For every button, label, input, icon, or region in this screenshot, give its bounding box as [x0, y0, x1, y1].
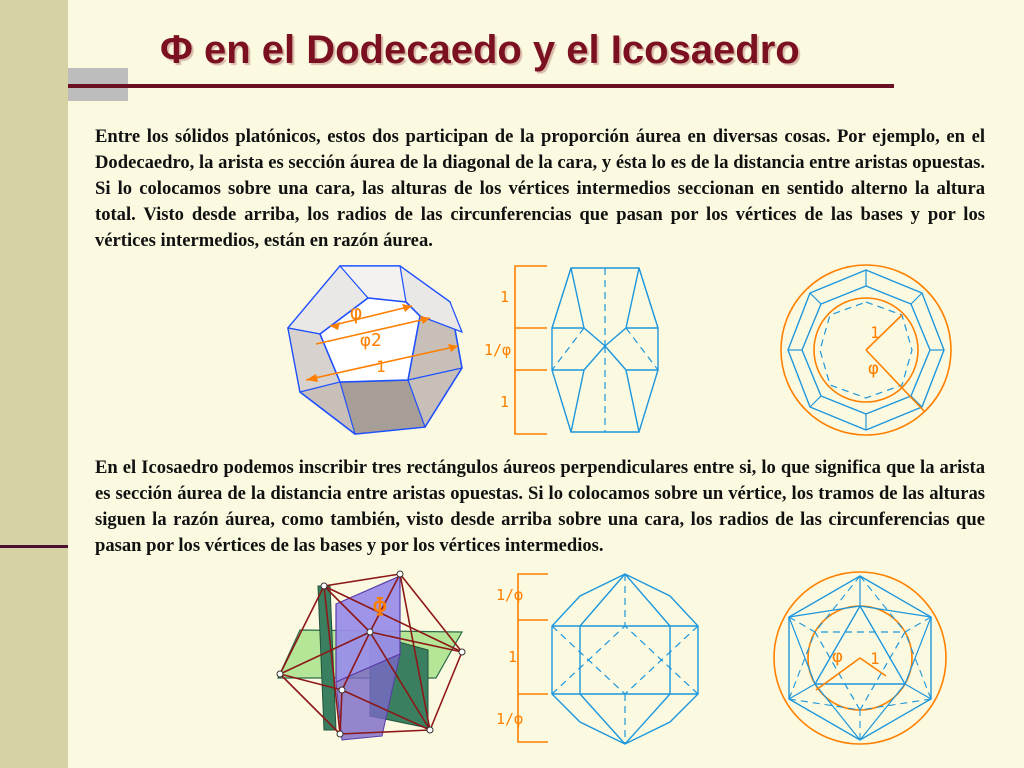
- dodeca-side-label-middle: 1/φ: [484, 341, 512, 359]
- dodecahedron-figure: [280, 262, 470, 437]
- dodeca-label-phi: φ: [350, 300, 363, 324]
- icosahedron-side-view: [490, 570, 710, 746]
- dodeca-side-label-bottom: 1: [500, 393, 510, 411]
- dodecahedron-top-view: [776, 262, 956, 438]
- icosa-top-label-phi: φ: [832, 646, 843, 667]
- icosa-top-label-one: 1: [870, 649, 880, 668]
- icosa-side-label-top: 1/φ: [496, 586, 524, 604]
- slide-title: Φ en el Dodecaedo y el Icosaedro: [160, 28, 800, 72]
- icosahedron-golden-rectangles-figure: [270, 570, 470, 746]
- side-rule: [0, 545, 68, 548]
- icosa-label-big-phi: Φ: [372, 593, 388, 623]
- icosa-side-label-bottom: 1/φ: [496, 710, 524, 728]
- title-rule: [68, 84, 894, 88]
- dodeca-top-label-phi: φ: [868, 358, 879, 379]
- side-bar: [0, 0, 68, 768]
- dodecahedron-side-view: [480, 262, 670, 438]
- dodeca-top-label-one: 1: [870, 323, 880, 342]
- icosahedron-top-view: [770, 570, 950, 746]
- dodeca-side-label-top: 1: [500, 288, 510, 306]
- paragraph-dodecahedron: Entre los sólidos platónicos, estos dos participan de la proporción áurea en diversas cosas. Por ejemplo, en el Dodecaedro, la arista es sección áurea de la diagonal de la cara, y ésta lo es de la distancia entre aristas opuestas. Si lo colocamos sobre una cara, las alturas de los vértices intermedios seccionan en sentido alterno la altura total. Visto desde arriba, los radios de las circunferencias que pasan por los vértices de las bases y por los vértices intermedios, están en razón áurea.: [95, 126, 985, 251]
- dodeca-label-one: 1: [376, 357, 386, 376]
- dodeca-label-phi2: φ2: [360, 330, 382, 351]
- icosa-side-label-middle: 1: [508, 648, 518, 666]
- paragraph-icosahedron: En el Icosaedro podemos inscribir tres rectángulos áureos perpendiculares entre si, lo que significa que la arista es sección áurea de la distancia entre aristas opuestas. Si lo colocamos sobre un vértice, los tramos de las alturas siguen la razón áurea, como también, visto desde arriba sobre una cara, los radios de las circunferencias que pasan por los vértices de las bases y por los vértices intermedios.: [95, 457, 985, 556]
